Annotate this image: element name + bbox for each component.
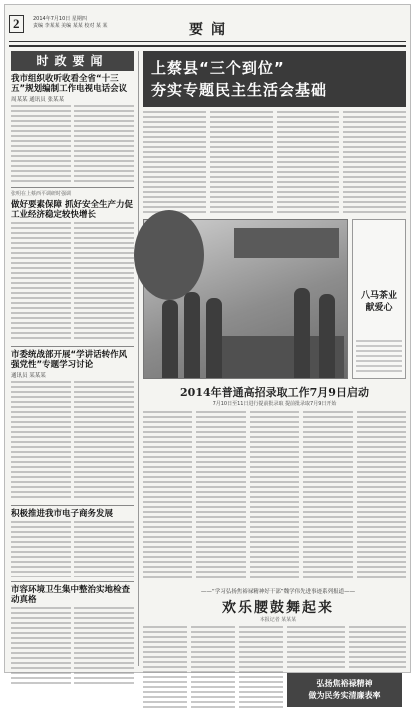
article-subtitle: 7月10日至11日进行提前批录取 提前批录取7月9日开始 [212,401,337,407]
article-byline: 本报记者 某某某 [259,617,297,623]
article-body [11,607,134,687]
photo-caption-title-line1: 八马茶业 [360,291,397,301]
newspaper-page [4,4,411,700]
article-body [287,626,406,670]
divider [11,505,134,506]
slogan-line1: 弘扬焦裕禄精神 [316,679,373,688]
header-meta [33,16,108,30]
article-title[interactable]: 积极推进我市电子商务发展 [11,509,114,519]
article-body [143,411,406,581]
article-title[interactable]: 欢乐腰鼓舞起来 [222,600,334,616]
article-byline: 通讯员 某某某 [11,373,46,379]
photo-caption-box [352,219,406,379]
photo-banner-sign [234,228,339,258]
article-body [143,626,283,708]
article-title[interactable]: 做好要素保障 抓好安全生产力促工业经济稳定较快增长 [11,200,133,220]
article-byline: 周某某 通讯员 张某某 [11,97,64,103]
main-area [143,51,404,700]
photo-caption-title-line2: 献爱心 [365,303,393,313]
divider [11,187,134,188]
article-title[interactable]: 市容环境卫生集中整治实地检查动真格 [11,585,131,605]
section-banner: 时政要闻 [11,51,134,71]
section-title: 要闻 [189,22,233,38]
left-column [11,51,139,666]
news-photo [143,219,348,379]
article-body [11,105,134,183]
article-kicker: 张明在上蔡西平调研时强调 [11,191,72,197]
divider [11,581,134,582]
article-title[interactable]: 2014年普通高招录取工作7月9日启动 [180,386,369,399]
article-body [11,521,134,577]
photo-caption-title [353,290,405,314]
page-number: 2 [9,15,24,33]
photo-person [294,288,310,378]
divider [11,346,134,347]
series-label: ——“学习弘扬焦裕禄精神好干部”魏学伟先进事迹系列报道—— [200,589,356,595]
article-body [11,381,134,501]
photo-caption-text [356,340,402,374]
lead-headline-line1: 上蔡县“三个到位” [151,59,285,77]
lead-headline-line2: 夯实专题民主生活会基础 [151,81,328,99]
header-date: 2014年7月10日 星期四 [33,16,87,22]
slogan-box [287,673,402,707]
page-header [9,13,406,47]
article-title[interactable]: 我市组织收听收看全省“十三五”规划编制工作电视电话会议 [11,74,128,94]
photo-person [184,292,200,378]
photo-tree [134,210,204,300]
photo-person [162,300,178,378]
article-body [11,222,134,342]
header-divider [9,41,406,42]
lead-article-body [143,111,406,215]
photo-person [206,298,222,378]
photo-person [319,294,335,378]
slogan-line2: 做为民务实清廉表率 [308,691,381,700]
header-editors: 责编 李某某 美编 某某 校对 某 某 [33,23,108,29]
lead-headline-box[interactable] [143,51,406,107]
article-title[interactable]: 市委统战部开展“学讲话转作风 强党性”专题学习讨论 [11,350,128,370]
